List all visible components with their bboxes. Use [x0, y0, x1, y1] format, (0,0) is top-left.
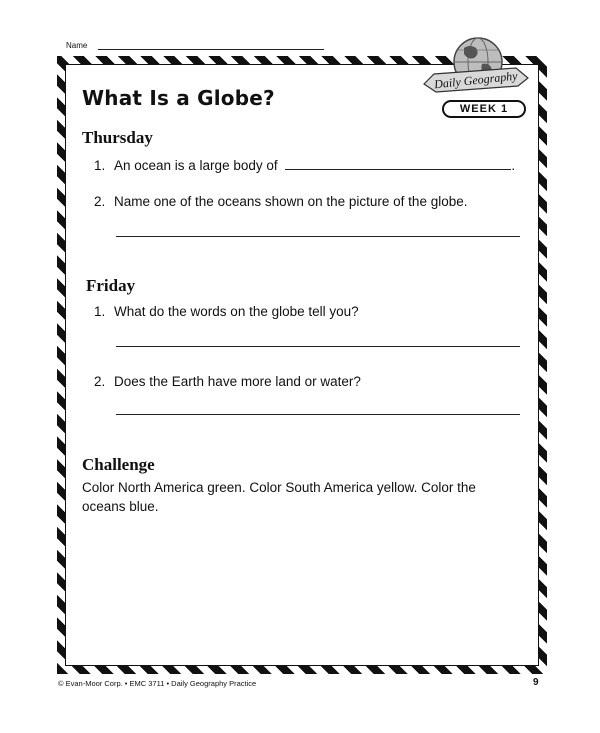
friday-question-1 — [94, 304, 359, 319]
name-field-row — [66, 41, 324, 50]
challenge-text: Color North America green. Color South America yellow. Color the oceans blue. — [82, 480, 476, 514]
question-text: An ocean is a large body of — [114, 158, 278, 173]
fill-in-blank[interactable] — [285, 157, 511, 170]
name-input-line[interactable] — [98, 41, 324, 50]
thursday-heading: Thursday — [82, 128, 153, 147]
question-text: Name one of the oceans shown on the picture of the globe. — [114, 194, 468, 209]
question-suffix: . — [511, 158, 516, 173]
worksheet-title: What Is a Globe? — [82, 86, 275, 110]
question-number: 1. — [94, 304, 106, 319]
question-number: 2. — [94, 374, 106, 389]
worksheet-frame — [57, 56, 547, 674]
footer-credit: © Evan-Moor Corp. • EMC 3711 • Daily Geography Practice — [58, 679, 257, 688]
question-text: What do the words on the globe tell you? — [114, 304, 359, 319]
answer-line[interactable] — [116, 414, 520, 415]
friday-heading: Friday — [86, 276, 136, 295]
answer-line[interactable] — [116, 346, 520, 347]
challenge-heading: Challenge — [82, 455, 155, 474]
thursday-question-1 — [94, 157, 515, 173]
question-text: Does the Earth have more land or water? — [114, 374, 361, 389]
badge-banner-text: Daily Geography — [433, 68, 519, 92]
question-number: 1. — [94, 158, 106, 173]
question-number: 2. — [94, 194, 106, 209]
thursday-question-2 — [94, 194, 468, 209]
week-label: WEEK 1 — [442, 100, 526, 118]
page-number: 9 — [533, 677, 539, 688]
frame-inner-border — [65, 64, 539, 666]
answer-line[interactable] — [116, 236, 520, 237]
friday-question-2 — [94, 374, 361, 389]
name-label: Name — [66, 41, 88, 50]
